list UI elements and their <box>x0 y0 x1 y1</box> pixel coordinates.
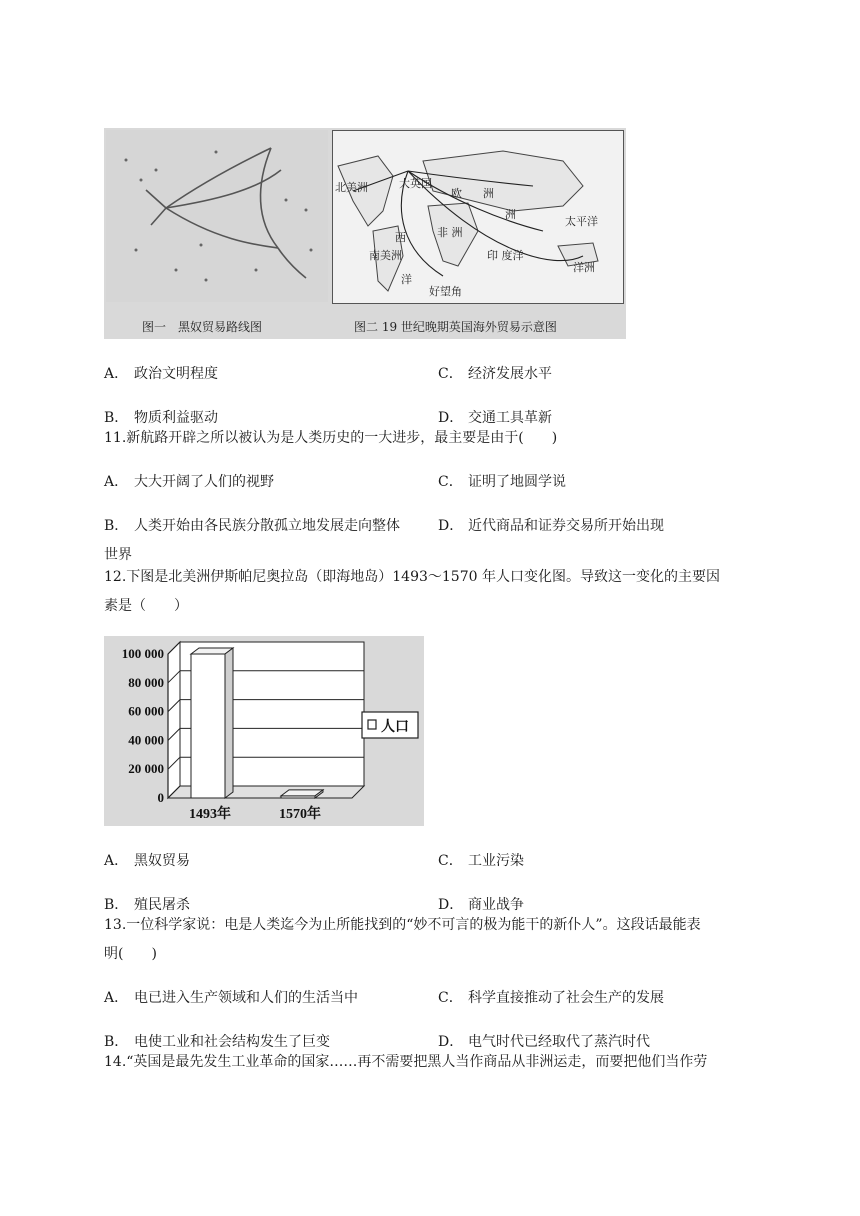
q11-option-b[interactable]: B． 人类开始由各民族分散孤立地发展走向整体 <box>104 518 400 534</box>
map-label-europe-2: 洲 <box>483 187 494 200</box>
map-label-south-america: 南美洲 <box>369 249 402 262</box>
map1-caption: 图一 黑奴贸易路线图 <box>142 320 263 334</box>
q10-option-a[interactable]: A． 政治文明程度 <box>104 366 218 382</box>
q10-option-d[interactable]: D． 交通工具革新 <box>438 410 552 426</box>
chart-xtick-label: 1570年 <box>279 807 321 822</box>
q10-option-c[interactable]: C． 经济发展水平 <box>438 366 552 382</box>
population-chart <box>104 636 424 826</box>
q12-option-d[interactable]: D． 商业战争 <box>438 897 524 913</box>
chart-bar <box>191 654 225 798</box>
chart-ytick-label: 0 <box>157 790 164 805</box>
slave-trade-map-drawing <box>106 130 328 302</box>
q13-option-d[interactable]: D． 电气时代已经取代了蒸汽时代 <box>438 1034 650 1050</box>
british-trade-map <box>332 130 624 304</box>
map-label-oceania: 洋洲 <box>573 261 595 274</box>
q10-option-b[interactable]: B． 物质利益驱动 <box>104 410 218 426</box>
q13-option-c[interactable]: C． 科学直接推动了社会生产的发展 <box>438 990 664 1006</box>
chart-xtick-label: 1493年 <box>189 807 231 822</box>
q11-option-d[interactable]: D． 近代商品和证券交易所开始出现 <box>438 518 664 534</box>
chart-ytick-label: 80 000 <box>128 674 164 690</box>
q13-stem-line1: 13.一位科学家说：电是人类迄今为止所能找到的“妙不可言的极为能干的新仆人”。这段话最能表 <box>104 917 701 933</box>
q13-stem-line2: 明( ) <box>104 946 157 962</box>
map-label-ocean: 洋 <box>401 273 412 286</box>
population-chart-svg <box>104 636 424 826</box>
map-label-indian-ocean: 印 度洋 <box>487 249 524 262</box>
map-label-britain: 大英国 <box>399 177 432 190</box>
map-label-africa: 非 洲 <box>437 226 463 239</box>
q11-option-a[interactable]: A． 大大开阔了人们的视野 <box>104 474 274 490</box>
map-label-asia: 洲 <box>505 208 516 221</box>
q12-stem-line1: 12.下图是北美洲伊斯帕尼奥拉岛（即海地岛）1493～1570 年人口变化图。导致这一变化的主要因 <box>104 569 720 585</box>
map-label-west: 西 <box>395 231 406 244</box>
q12-option-c[interactable]: C． 工业污染 <box>438 853 524 869</box>
q14-stem-line1: 14.“英国是最先发生工业革命的国家……再不需要把黑人当作商品从非洲运走，而要把他们当作劳 <box>104 1054 708 1070</box>
q12-option-b[interactable]: B． 殖民屠杀 <box>104 897 190 913</box>
q12-stem-line2: 素是（ ） <box>104 598 188 614</box>
chart-legend-label: 人口 <box>381 719 409 735</box>
chart-ytick-label: 20 000 <box>128 761 164 777</box>
chart-ytick-label: 100 000 <box>121 646 164 661</box>
map-label-north-america: 北美洲 <box>335 181 368 194</box>
q13-option-a[interactable]: A． 电已进入生产领域和人们的生活当中 <box>104 990 358 1006</box>
chart-legend-swatch <box>368 720 376 729</box>
q11-stem: 11.新航路开辟之所以被认为是人类历史的一大进步，最主要是由于( ) <box>104 430 558 446</box>
q13-option-b[interactable]: B． 电使工业和社会结构发生了巨变 <box>104 1034 330 1050</box>
chart-ytick-label: 60 000 <box>128 703 164 719</box>
map2-caption: 图二 19 世纪晚期英国海外贸易示意图 <box>354 320 557 334</box>
map-label-cape-good-hope: 好望角 <box>429 285 462 298</box>
q12-option-a[interactable]: A． 黑奴贸易 <box>104 853 190 869</box>
q11-option-b-continued: 世界 <box>104 547 132 563</box>
chart-side-wall <box>168 642 180 798</box>
chart-bar-side <box>225 648 233 798</box>
map-label-europe-1: 欧 <box>451 187 462 200</box>
q11-option-c[interactable]: C． 证明了地圆学说 <box>438 474 566 490</box>
map-figure <box>104 128 626 339</box>
chart-ytick-label: 40 000 <box>128 732 164 748</box>
map-label-pacific: 太平洋 <box>565 215 598 228</box>
slave-trade-route-map <box>106 130 328 302</box>
